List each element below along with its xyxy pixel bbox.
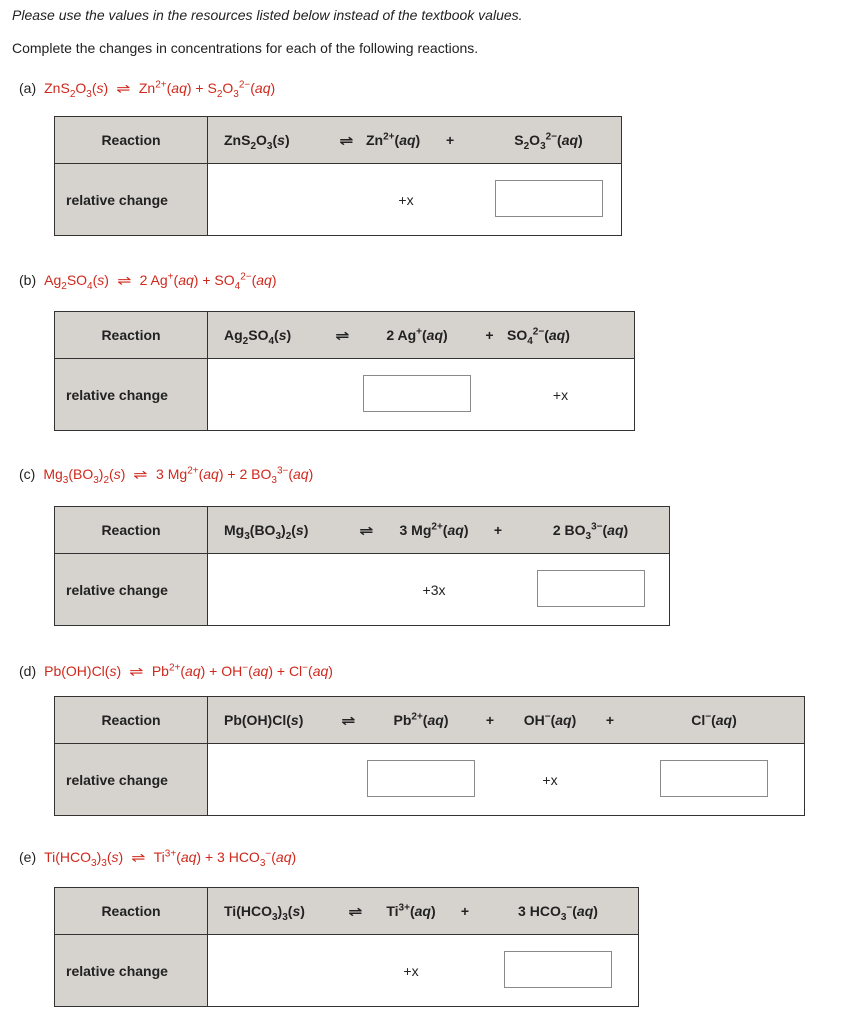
resource-note: Please use the values in the resources listed below instead of the textbook values. xyxy=(12,7,523,23)
relative-change-value: +x xyxy=(504,744,596,816)
product-formula: Cl−(aq) xyxy=(624,697,805,744)
answer-input[interactable] xyxy=(495,180,603,217)
reactant-formula: Pb(OH)Cl(s) xyxy=(208,697,331,744)
product-formula: 2 $BO_3^{3-}(aq)$ xyxy=(512,507,670,554)
part-a-equation: (a) $ZnS_2O_3(s)$ ⇌ $Zn^{2+}(aq) + S_2O_3^{2-}(aq)$ xyxy=(19,79,276,100)
answer-input[interactable] xyxy=(363,375,471,412)
product-formula: $Ti^{3+}(aq)$ xyxy=(370,888,452,935)
equilibrium-arrow-icon: ⇌ xyxy=(340,712,356,728)
equilibrium-arrow-icon: ⇌ xyxy=(334,327,350,343)
plus-sign: + xyxy=(446,117,476,164)
product-formula: $S_2O_3^{2-}(aq)$ xyxy=(476,117,622,164)
part-d-equation: (d) Pb(OH)Cl(s) ⇌ $Pb^{2+}(aq) + OH^-(aq) + Cl^-(aq)$ xyxy=(19,662,333,679)
product-formula: 2 Ag+(aq) xyxy=(362,312,472,359)
product-formula: $Zn^{2+}(aq)$ xyxy=(366,117,446,164)
equilibrium-arrow-icon: ⇌ xyxy=(338,132,354,148)
reaction-table-e: Reaction $Ti(HCO_3)_3(s)$ ⇌ $Ti^{3+}(aq)$ + 3 $HCO_3^-(aq)$ relative change +x xyxy=(54,887,639,1007)
reactant-formula: $Ti(HCO_3)_3(s)$ xyxy=(208,888,341,935)
instructions: Complete the changes in concentrations for each of the following reactions. xyxy=(12,40,479,56)
reaction-table-a xyxy=(54,116,622,236)
product-formula: 3 $HCO_3^-(aq)$ xyxy=(478,888,639,935)
product-formula: OH−(aq) xyxy=(504,697,596,744)
relative-change-value: +x xyxy=(507,359,635,431)
part-b-equation: (b) $Ag_2SO_4(s)$ ⇌ 2 $Ag^+(aq) + SO_4^{2-}(aq)$ xyxy=(19,271,277,292)
part-c-equation: (c) $Mg_3(BO_3)_2(s)$ ⇌ 3 $Mg^{2+}(aq) + 2$ $BO_3^{3-}(aq)$ xyxy=(19,465,314,486)
relative-change-value: +x xyxy=(370,935,452,1007)
answer-input[interactable] xyxy=(537,570,645,607)
relative-change-value: +3x xyxy=(384,554,484,626)
product-formula: $SO_4^{2-}(aq)$ xyxy=(507,312,635,359)
answer-input[interactable] xyxy=(660,760,768,797)
reaction-table-b: Reaction $Ag_2SO_4(s)$ ⇌ 2 Ag+(aq) + $SO_4^{2-}(aq)$ relative change +x xyxy=(54,311,635,431)
reaction-table-d: Reaction Pb(OH)Cl(s) ⇌ $Pb^{2+}(aq)$ + OH−(aq) + Cl−(aq) relative change +x xyxy=(54,696,805,816)
answer-input[interactable] xyxy=(367,760,475,797)
part-e-equation: (e) $Ti(HCO_3)_3(s)$ ⇌ $Ti^{3+}(aq) + 3$ $HCO_3^-(aq)$ xyxy=(19,848,297,869)
reactant-formula: $ZnS_2O_3(s)$ xyxy=(208,117,327,164)
relative-change-value: +x xyxy=(366,164,476,236)
equilibrium-arrow-icon: ⇌ xyxy=(347,903,363,919)
reactant-formula: $Mg_3(BO_3)_2(s)$ xyxy=(208,507,349,554)
equilibrium-arrow-icon: ⇌ xyxy=(358,522,374,538)
answer-input[interactable] xyxy=(504,951,612,988)
reaction-label: Reaction xyxy=(55,117,208,164)
part-letter: (a) xyxy=(19,80,37,96)
product-formula: 3 $Mg^{2+}(aq)$ xyxy=(384,507,484,554)
reactant-formula: $Ag_2SO_4(s)$ xyxy=(208,312,323,359)
reaction-table-c: Reaction $Mg_3(BO_3)_2(s)$ ⇌ 3 $Mg^{2+}(aq)$ + 2 $BO_3^{3-}(aq)$ relative change +3x xyxy=(54,506,670,626)
relative-change-label: relative change xyxy=(55,164,208,236)
product-formula: $Pb^{2+}(aq)$ xyxy=(366,697,476,744)
